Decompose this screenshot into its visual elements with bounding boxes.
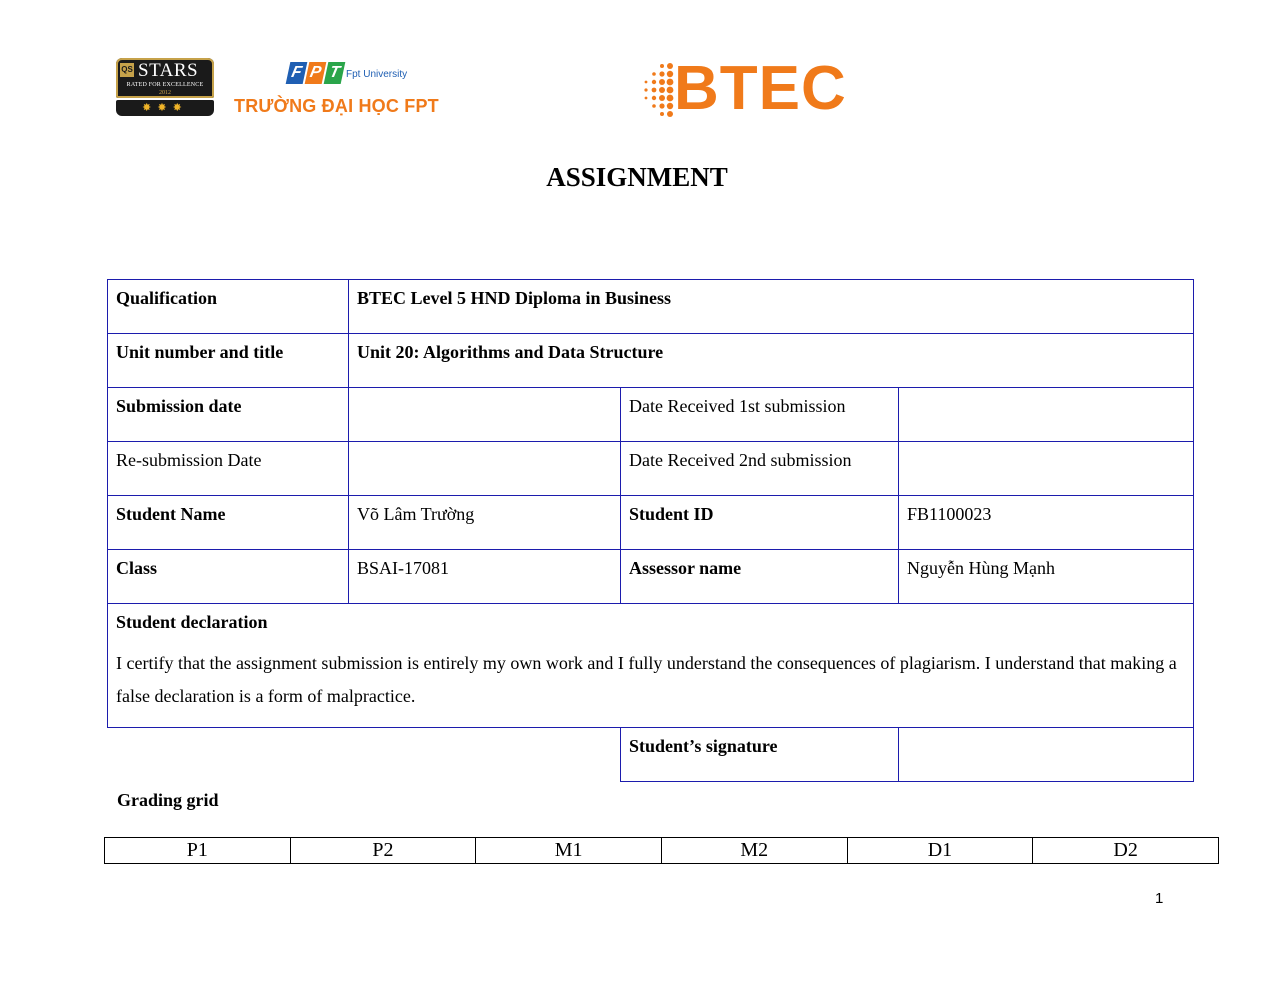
btec-wordmark: BTEC bbox=[674, 54, 847, 123]
date-received-1-label: Date Received 1st submission bbox=[621, 388, 899, 442]
grade-cell-p2: P2 bbox=[290, 838, 476, 864]
qs-stars-text: STARS bbox=[138, 60, 199, 81]
btec-logo bbox=[640, 56, 850, 124]
student-name-label: Student Name bbox=[108, 496, 349, 550]
date-received-2-label: Date Received 2nd submission bbox=[621, 442, 899, 496]
student-row bbox=[108, 496, 1194, 550]
submission-date-field[interactable] bbox=[349, 388, 621, 442]
grading-grid bbox=[104, 837, 1219, 864]
fpt-letter-t: T bbox=[324, 62, 346, 84]
qualification-label: Qualification bbox=[108, 280, 349, 334]
fpt-letters bbox=[288, 62, 343, 84]
date-received-1-field[interactable] bbox=[899, 388, 1194, 442]
unit-label: Unit number and title bbox=[108, 334, 349, 388]
qs-badge: QS bbox=[120, 63, 134, 77]
grade-cell-d1: D1 bbox=[847, 838, 1033, 864]
date-received-2-field[interactable] bbox=[899, 442, 1194, 496]
qs-stars-logo bbox=[116, 58, 214, 116]
resubmission-date-field[interactable] bbox=[349, 442, 621, 496]
student-declaration bbox=[108, 604, 1194, 728]
fpt-school-name: TRƯỜNG ĐẠI HỌC FPT bbox=[234, 96, 439, 116]
qs-tagline: RATED FOR EXCELLENCE bbox=[126, 82, 204, 88]
grade-cell-m1: M1 bbox=[476, 838, 662, 864]
grade-cell-p1: P1 bbox=[105, 838, 291, 864]
qs-star-rating: ✸✸✸ bbox=[116, 100, 214, 116]
student-name-value: Võ Lâm Trường bbox=[349, 496, 621, 550]
page-number: 1 bbox=[1155, 890, 1164, 907]
resubmission-row bbox=[108, 442, 1194, 496]
class-value: BSAI-17081 bbox=[349, 550, 621, 604]
assessor-value: Nguyễn Hùng Mạnh bbox=[899, 550, 1194, 604]
signature-spacer bbox=[108, 728, 621, 782]
unit-row bbox=[108, 334, 1194, 388]
fpt-university-logo bbox=[234, 60, 460, 120]
qualification-row bbox=[108, 280, 1194, 334]
submission-date-label: Submission date bbox=[108, 388, 349, 442]
btec-dots-icon bbox=[640, 60, 676, 120]
student-id-label: Student ID bbox=[621, 496, 899, 550]
grading-grid-row bbox=[105, 838, 1219, 864]
fpt-letter-p: P bbox=[305, 62, 327, 84]
signature-label: Student’s signature bbox=[621, 728, 899, 782]
class-label: Class bbox=[108, 550, 349, 604]
page-title: ASSIGNMENT bbox=[546, 162, 728, 192]
resubmission-date-label: Re-submission Date bbox=[108, 442, 349, 496]
grade-cell-d2: D2 bbox=[1033, 838, 1219, 864]
assignment-cover-table bbox=[107, 279, 1194, 782]
declaration-row bbox=[108, 604, 1194, 728]
grade-cell-m2: M2 bbox=[661, 838, 847, 864]
submission-row bbox=[108, 388, 1194, 442]
grading-grid-label: Grading grid bbox=[117, 790, 219, 810]
fpt-university-text: Fpt University bbox=[346, 69, 408, 80]
declaration-title: Student declaration bbox=[116, 612, 268, 632]
student-id-value: FB1100023 bbox=[899, 496, 1194, 550]
assessor-label: Assessor name bbox=[621, 550, 899, 604]
signature-field[interactable] bbox=[899, 728, 1194, 782]
declaration-text: I certify that the assignment submission is entirely my own work and I fully understand the consequences of plagiarism. I understand that making a false declaration is a form of malpractice. bbox=[116, 653, 1177, 706]
class-row bbox=[108, 550, 1194, 604]
fpt-letter-f: F bbox=[286, 62, 308, 84]
qs-year: 2012 bbox=[159, 90, 171, 96]
signature-row bbox=[108, 728, 1194, 782]
qualification-value: BTEC Level 5 HND Diploma in Business bbox=[349, 280, 1194, 334]
qs-logo-top bbox=[116, 58, 214, 98]
unit-value: Unit 20: Algorithms and Data Structure bbox=[349, 334, 1194, 388]
